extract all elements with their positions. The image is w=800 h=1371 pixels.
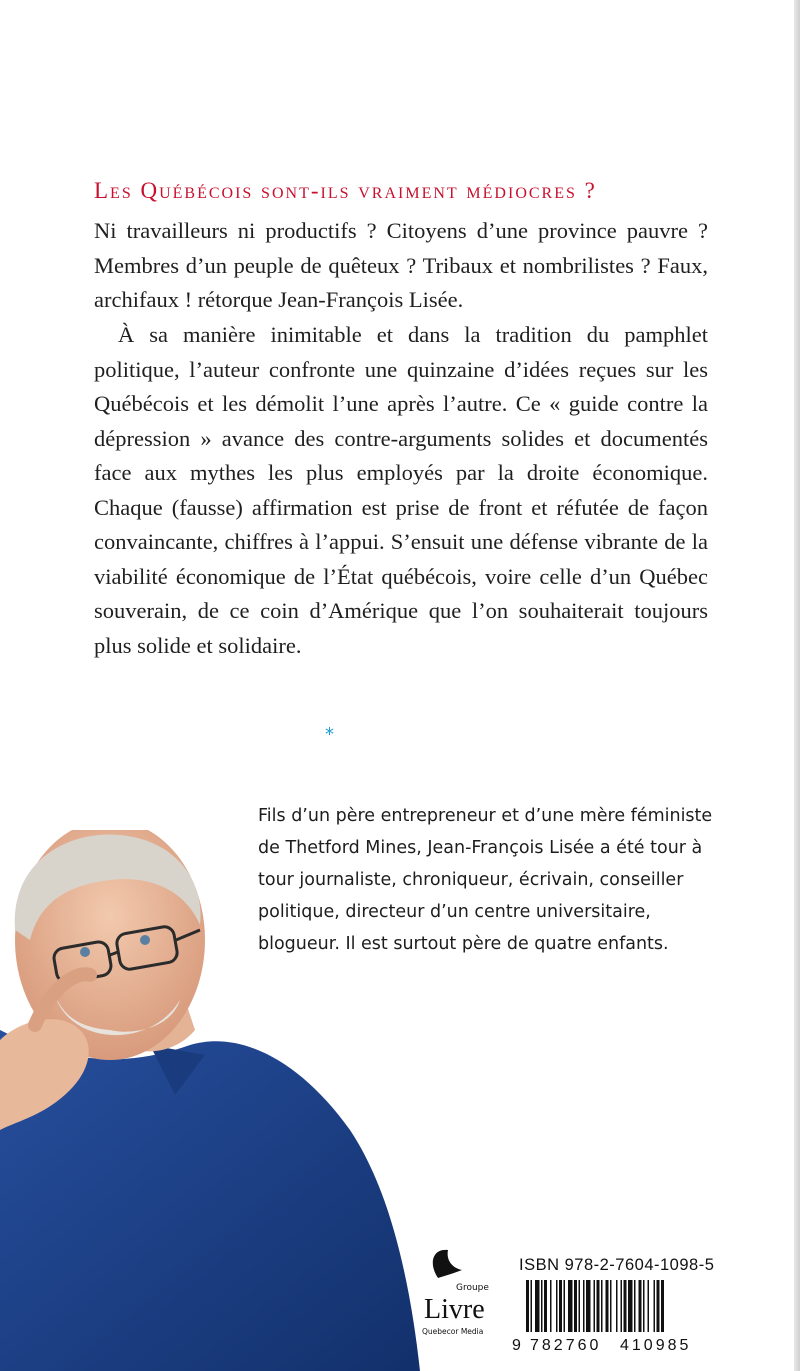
barcode-first-digit: 9 bbox=[512, 1337, 521, 1352]
barcode-bar bbox=[574, 1280, 577, 1332]
barcode bbox=[512, 1280, 712, 1352]
barcode-bar bbox=[541, 1280, 543, 1332]
barcode-bar bbox=[559, 1280, 562, 1332]
separator-asterisk: * bbox=[325, 724, 334, 745]
barcode-bar bbox=[531, 1280, 533, 1332]
publisher-line1: Groupe bbox=[456, 1283, 489, 1293]
barcode-bar bbox=[624, 1280, 627, 1332]
barcode-bar bbox=[643, 1280, 645, 1332]
barcode-bar bbox=[657, 1280, 660, 1332]
barcode-bar bbox=[535, 1280, 540, 1332]
publisher-line2: Livre bbox=[424, 1294, 485, 1325]
barcode-bar bbox=[606, 1280, 609, 1332]
barcode-bar bbox=[654, 1280, 656, 1332]
leaf-icon bbox=[433, 1250, 462, 1278]
barcode-bar bbox=[661, 1280, 664, 1332]
barcode-bar bbox=[564, 1280, 566, 1332]
barcode-bar bbox=[628, 1280, 633, 1332]
cover-edge bbox=[794, 0, 800, 1371]
barcode-bar bbox=[610, 1280, 612, 1332]
barcode-bar bbox=[556, 1280, 558, 1332]
barcode-group-1: 782760 bbox=[530, 1337, 602, 1352]
headline: Les Québécois sont-ils vraiment médiocres ? bbox=[94, 178, 597, 203]
barcode-bar bbox=[621, 1280, 623, 1332]
barcode-bar bbox=[544, 1280, 547, 1332]
author-bio: Fils d’un père entrepreneur et d’une mère féministe de Thetford Mines, Jean-François Lisée a été tour à tour journaliste, chroniqueur, écrivain, conseiller politique, directeur d’un centre universitaire, blogueur. Il est surtout père de quatre enfants. bbox=[258, 806, 713, 954]
barcode-bar bbox=[594, 1280, 596, 1332]
barcode-bar bbox=[550, 1280, 552, 1332]
barcode-bar bbox=[616, 1280, 618, 1332]
barcode-bar bbox=[526, 1280, 529, 1332]
barcode-bar bbox=[568, 1280, 573, 1332]
barcode-bar bbox=[583, 1280, 585, 1332]
barcode-bar bbox=[634, 1280, 636, 1332]
barcode-bar bbox=[639, 1280, 642, 1332]
author-portrait bbox=[0, 830, 420, 1371]
blurb-paragraph-2: À sa manière inimitable et dans la tradition du pamphlet politique, l’auteur confronte une quinzaine d’idées reçues sur les Québécois et les démolit l’une après l’autre. Ce « guide contre la dépression » avance des contre-arguments solides et documentés face aux mythes les plus employés par la droite économique. Chaque (fausse) affirmation est prise de front et réfutée de façon convaincante, chiffres à l’appui. S’ensuit une défense vibrante de la viabilité économique de l’État québécois, voire celle d’un Québec souverain, de ce coin d’Amérique que l’on souhaiterait toujours plus solide et solidaire. bbox=[94, 322, 708, 658]
barcode-bar bbox=[579, 1280, 581, 1332]
blurb-paragraph-1: Ni travailleurs ni productifs ? Citoyens d’une province pauvre ? Membres d’un peuple de quêteux ? Tribaux et nombrilistes ? Faux, archifaux ! rétorque Jean-François Lisée. bbox=[94, 218, 708, 312]
barcode-bars bbox=[526, 1280, 664, 1332]
isbn-label: ISBN 978-2-7604-1098-5 bbox=[519, 1256, 715, 1274]
publisher-line3: Quebecor Media bbox=[422, 1327, 484, 1336]
publisher-logo bbox=[418, 1248, 496, 1348]
barcode-bar bbox=[586, 1280, 591, 1332]
barcode-bar bbox=[601, 1280, 603, 1332]
barcode-bar bbox=[597, 1280, 600, 1332]
barcode-group-2: 410985 bbox=[620, 1337, 692, 1352]
barcode-bar bbox=[648, 1280, 650, 1332]
